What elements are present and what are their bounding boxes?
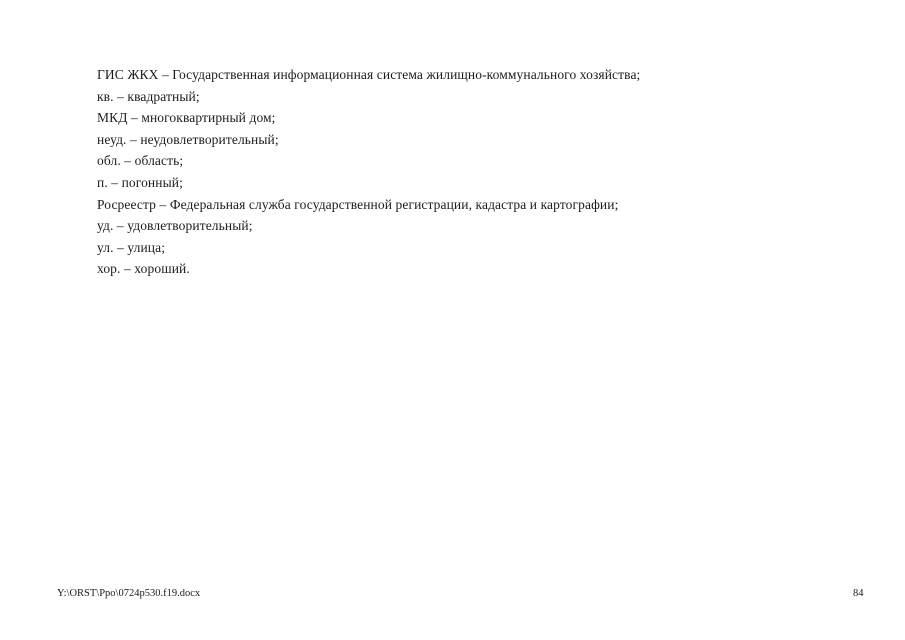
abbreviation-line: МКД – многоквартирный дом; xyxy=(97,110,276,126)
footer-file-path: Y:\ORST\Ppo\0724p530.f19.docx xyxy=(57,588,201,599)
abbreviation-line: ул. – улица; xyxy=(97,239,166,255)
abbreviation-line: п. – погонный; xyxy=(97,174,183,190)
abbreviation-line: неуд. – неудовлетворительный; xyxy=(97,131,279,147)
abbreviation-line: обл. – область; xyxy=(97,153,184,169)
abbreviation-list xyxy=(97,64,817,280)
footer-page-number: 84 xyxy=(853,588,864,599)
abbreviation-line: Росреестр – Федеральная служба государственной регистрации, кадастра и картографии; xyxy=(97,196,619,212)
abbreviation-line: уд. – удовлетворительный; xyxy=(97,218,253,234)
abbreviation-line: хор. – хороший. xyxy=(97,261,190,277)
abbreviation-line: ГИС ЖКХ – Государственная информационная система жилищно-коммунального хозяйства; xyxy=(97,67,641,82)
abbreviation-line: кв. – квадратный; xyxy=(97,88,200,104)
